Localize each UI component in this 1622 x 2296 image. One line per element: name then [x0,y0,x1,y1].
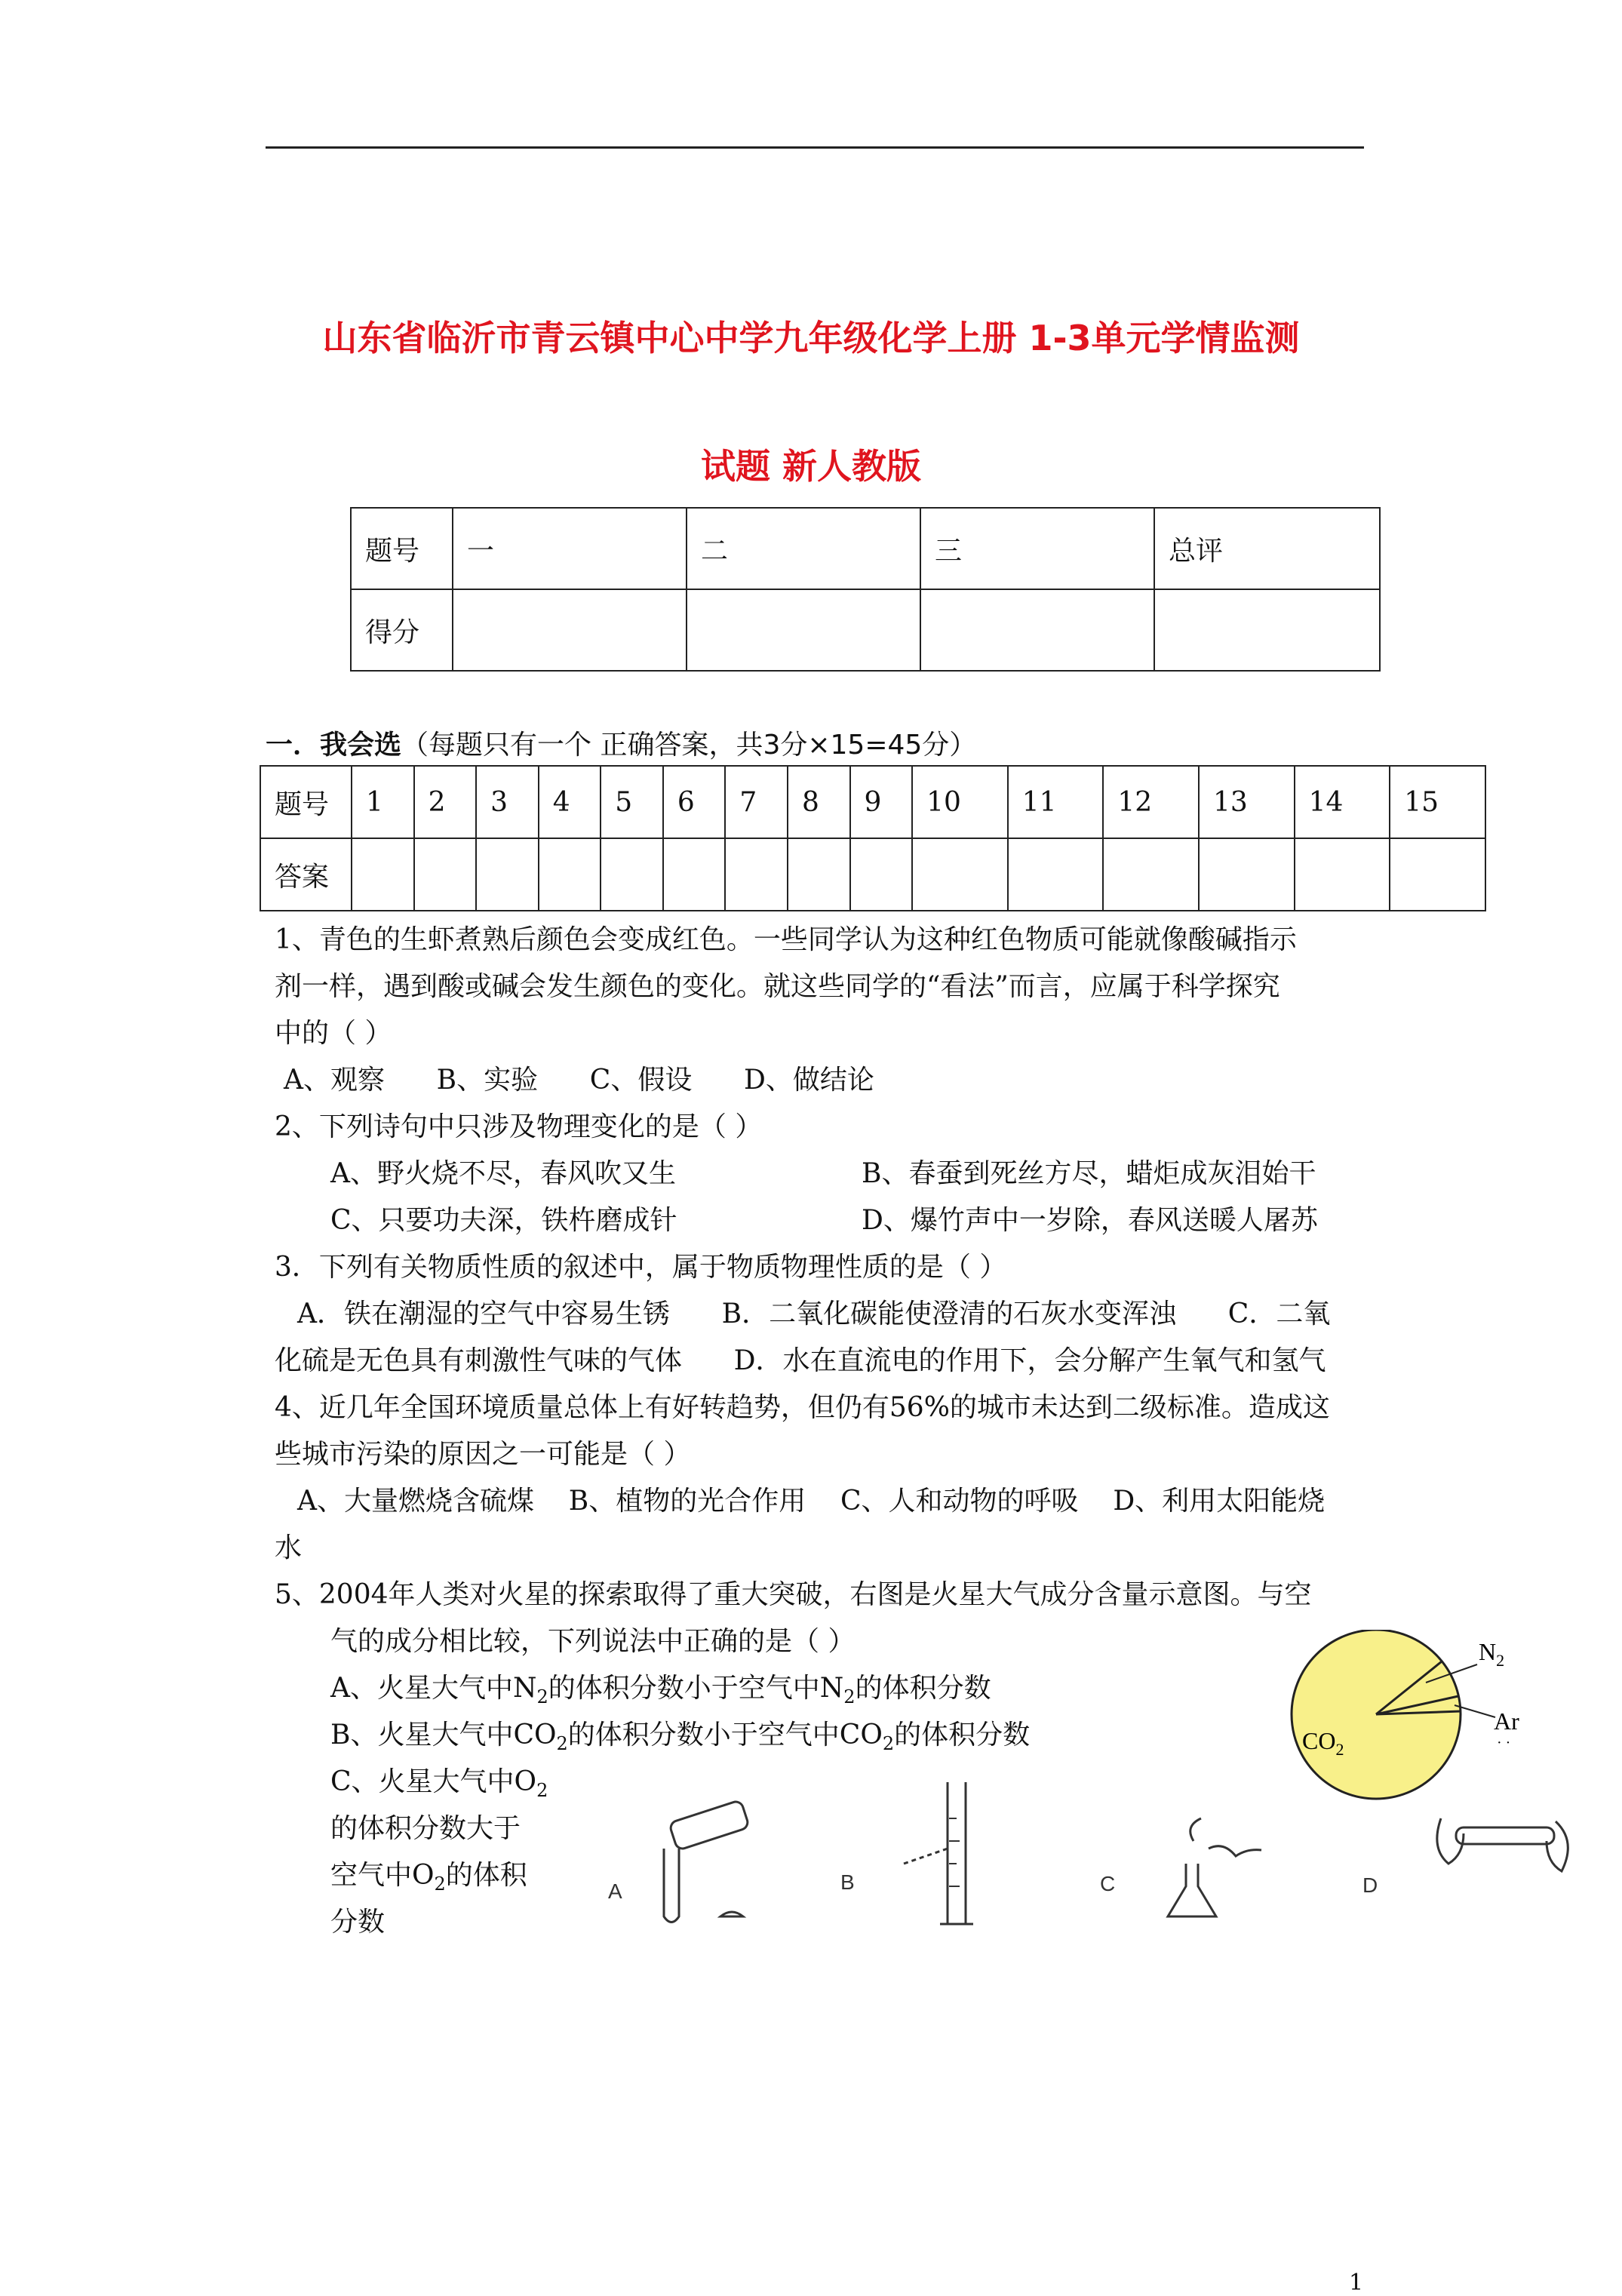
q5-c-part: 的体积 [445,1860,527,1891]
subscript: 2 [843,1686,856,1708]
answer-input-cell[interactable] [414,838,477,911]
apparatus-a-pouring [604,1796,785,1939]
score-table-cell: 二 [687,508,920,589]
answer-table-number: 9 [850,766,913,838]
mars-atmosphere-pie [1283,1630,1539,1811]
q2-stem: 2、下列诗句中只涉及物理变化的是（ ） [275,1111,763,1142]
q5-a-part: 的体积分数 [855,1673,991,1704]
pie-label-n2: $N_2$ [1479,1638,1505,1670]
answer-table-number: 1 [352,766,414,838]
answer-table-number: 7 [725,766,788,838]
answer-table-number: 11 [1008,766,1104,838]
q2-option-d: D、爆竹声中一岁除，春风送暖人屠苏 [862,1205,1318,1236]
horizontal-test-tube [1456,1827,1554,1844]
answer-table-header: 答案 [260,838,352,911]
reagent-bottle [669,1800,750,1850]
bottle-stopper [720,1912,743,1916]
q5-c-part: 空气中O [330,1860,435,1891]
score-table-cell: 题号 [351,508,453,589]
answer-table-number: 3 [476,766,539,838]
q1-options: A、观察 B、实验 C、假设 D、做结论 [284,1065,874,1096]
q2-option-c: C、只要功夫深，铁杵磨成针 [330,1205,677,1236]
hand-waving [1190,1818,1261,1856]
q1-line-2: 剂一样，遇到酸或碱会发生颜色的变化。就这些同学的“看法”而言，应属于科学探究 [275,971,1280,1002]
q5-option-a [330,1675,991,1706]
q5-option-c-3 [330,1862,527,1893]
answer-input-cell[interactable] [352,838,414,911]
answer-table-number: 2 [414,766,477,838]
score-input-cell[interactable] [1154,589,1380,671]
title-line-2: 试题 新人教版 [700,446,921,487]
apparatus-label-b: B [840,1870,855,1894]
answer-input-cell[interactable] [1295,838,1390,911]
subscript: 2 [434,1873,446,1895]
score-table-cell: 总评 [1154,508,1380,589]
answer-table-number: 14 [1295,766,1390,838]
section-heading [266,732,976,759]
q2-option-b: B、春蚕到死丝方尽，蜡炬成灰泪始干 [862,1158,1316,1189]
pie-label-dots: · · [1497,1735,1511,1751]
answer-input-cell[interactable] [725,838,788,911]
apparatus-label-a: A [608,1880,622,1903]
score-table-cell: 一 [453,508,687,589]
answer-table-number: 6 [663,766,726,838]
q4-line-1: 4、近几年全国环境质量总体上有好转趋势，但仍有56%的城市未达到二级标准。造成这 [275,1392,1330,1423]
answer-input-cell[interactable] [912,838,1008,911]
answer-input-cell[interactable] [1390,838,1485,911]
answer-table [260,765,1486,911]
q1-line-1: 1、青色的生虾煮熟后颜色会变成红色。一些同学认为这种红色物质可能就像酸碱指示 [275,924,1297,955]
q2-option-a: A、野火烧不尽，春风吹又生 [330,1158,676,1189]
cylinder-markings [949,1818,960,1886]
page-number: 1 [1349,2270,1364,2296]
q5-line-2: 气的成分相比较，下列说法中正确的是（ ） [330,1626,856,1657]
answer-table-number: 8 [788,766,850,838]
q5-b-part: 的体积分数小于空气中CO [567,1720,883,1750]
q3-line-2: 化硫是无色具有刺激性气味的气体 D．水在直流电的作用下，会分解产生氧气和氢气 [275,1345,1326,1376]
score-input-cell[interactable] [687,589,920,671]
answer-table-number: 12 [1103,766,1199,838]
q5-c-part: C、火星大气中O [330,1766,537,1797]
flask [1168,1864,1216,1916]
answer-input-cell[interactable] [850,838,913,911]
answer-input-cell[interactable] [601,838,663,911]
answer-table-number: 4 [539,766,601,838]
q4-tail: 水 [275,1532,303,1563]
q4-line-2: 些城市污染的原因之一可能是（ ） [275,1439,691,1470]
sight-line [904,1849,948,1864]
q5-option-c-4: 分数 [330,1907,386,1938]
title-line-1: 山东省临沂市青云镇中心中学九年级化学上册 1-3单元学情监测 [322,318,1300,358]
q3-line-1: A．铁在潮湿的空气中容易生锈 B．二氧化碳能使澄清的石灰水变浑浊 C．二氧 [297,1299,1331,1329]
q5-b-part: B、火星大气中CO [330,1720,557,1750]
q1-line-3: 中的（ ） [275,1018,392,1049]
pie-label-co2: $CO_2$ [1302,1727,1344,1759]
section-title: 一．我会选 [266,730,402,761]
q5-b-part: 的体积分数 [894,1720,1031,1750]
apparatus-b-cylinder [836,1773,987,1939]
q5-option-c-1 [330,1766,548,1802]
answer-input-cell[interactable] [1103,838,1199,911]
q5-line-1: 5、2004年人类对火星的探索取得了重大突破，右图是火星大气成分含量示意图。与空 [275,1579,1312,1610]
score-table-cell: 得分 [351,589,453,671]
score-input-cell[interactable] [920,589,1154,671]
q4-options: A、大量燃烧含硫煤 B、植物的光合作用 C、人和动物的呼吸 D、利用太阳能烧 [297,1486,1326,1517]
q5-a-part: A、火星大气中N [330,1673,537,1704]
apparatus-d-tube-hands [1358,1788,1584,1932]
answer-table-number: 13 [1199,766,1295,838]
left-hand [1437,1818,1464,1864]
q5-a-part: 的体积分数小于空气中N [548,1673,844,1704]
answer-table-number: 15 [1390,766,1485,838]
subscript: 2 [556,1733,568,1755]
answer-table-number: 5 [601,766,663,838]
answer-input-cell[interactable] [476,838,539,911]
score-input-cell[interactable] [453,589,687,671]
apparatus-label-c: C [1100,1872,1116,1895]
q5-option-b [330,1722,1030,1753]
q3-stem: 3．下列有关物质性质的叙述中，属于物质物理性质的是（ ） [275,1252,1007,1283]
section-note: （每题只有一个 正确答案，共3分×15=45分） [401,730,977,761]
answer-table-number: 10 [912,766,1008,838]
apparatus-c-smelling [1095,1796,1276,1939]
answer-input-cell[interactable] [1008,838,1104,911]
header-rule [266,146,1364,149]
pie-label-ar: Ar [1494,1707,1519,1735]
answer-input-cell[interactable] [539,838,601,911]
q5-option-c-2: 的体积分数大于 [330,1813,521,1844]
subscript: 2 [536,1686,548,1708]
cylinder-body [940,1782,973,1924]
score-table [350,507,1381,672]
answer-input-cell[interactable] [788,838,850,911]
answer-input-cell[interactable] [1199,838,1295,911]
apparatus-label-d: D [1362,1873,1378,1897]
score-table-cell: 三 [920,508,1154,589]
subscript: 2 [882,1733,895,1755]
answer-table-header: 题号 [260,766,352,838]
test-tube [664,1849,679,1923]
answer-input-cell[interactable] [663,838,726,911]
subscript: 2 [536,1780,548,1802]
